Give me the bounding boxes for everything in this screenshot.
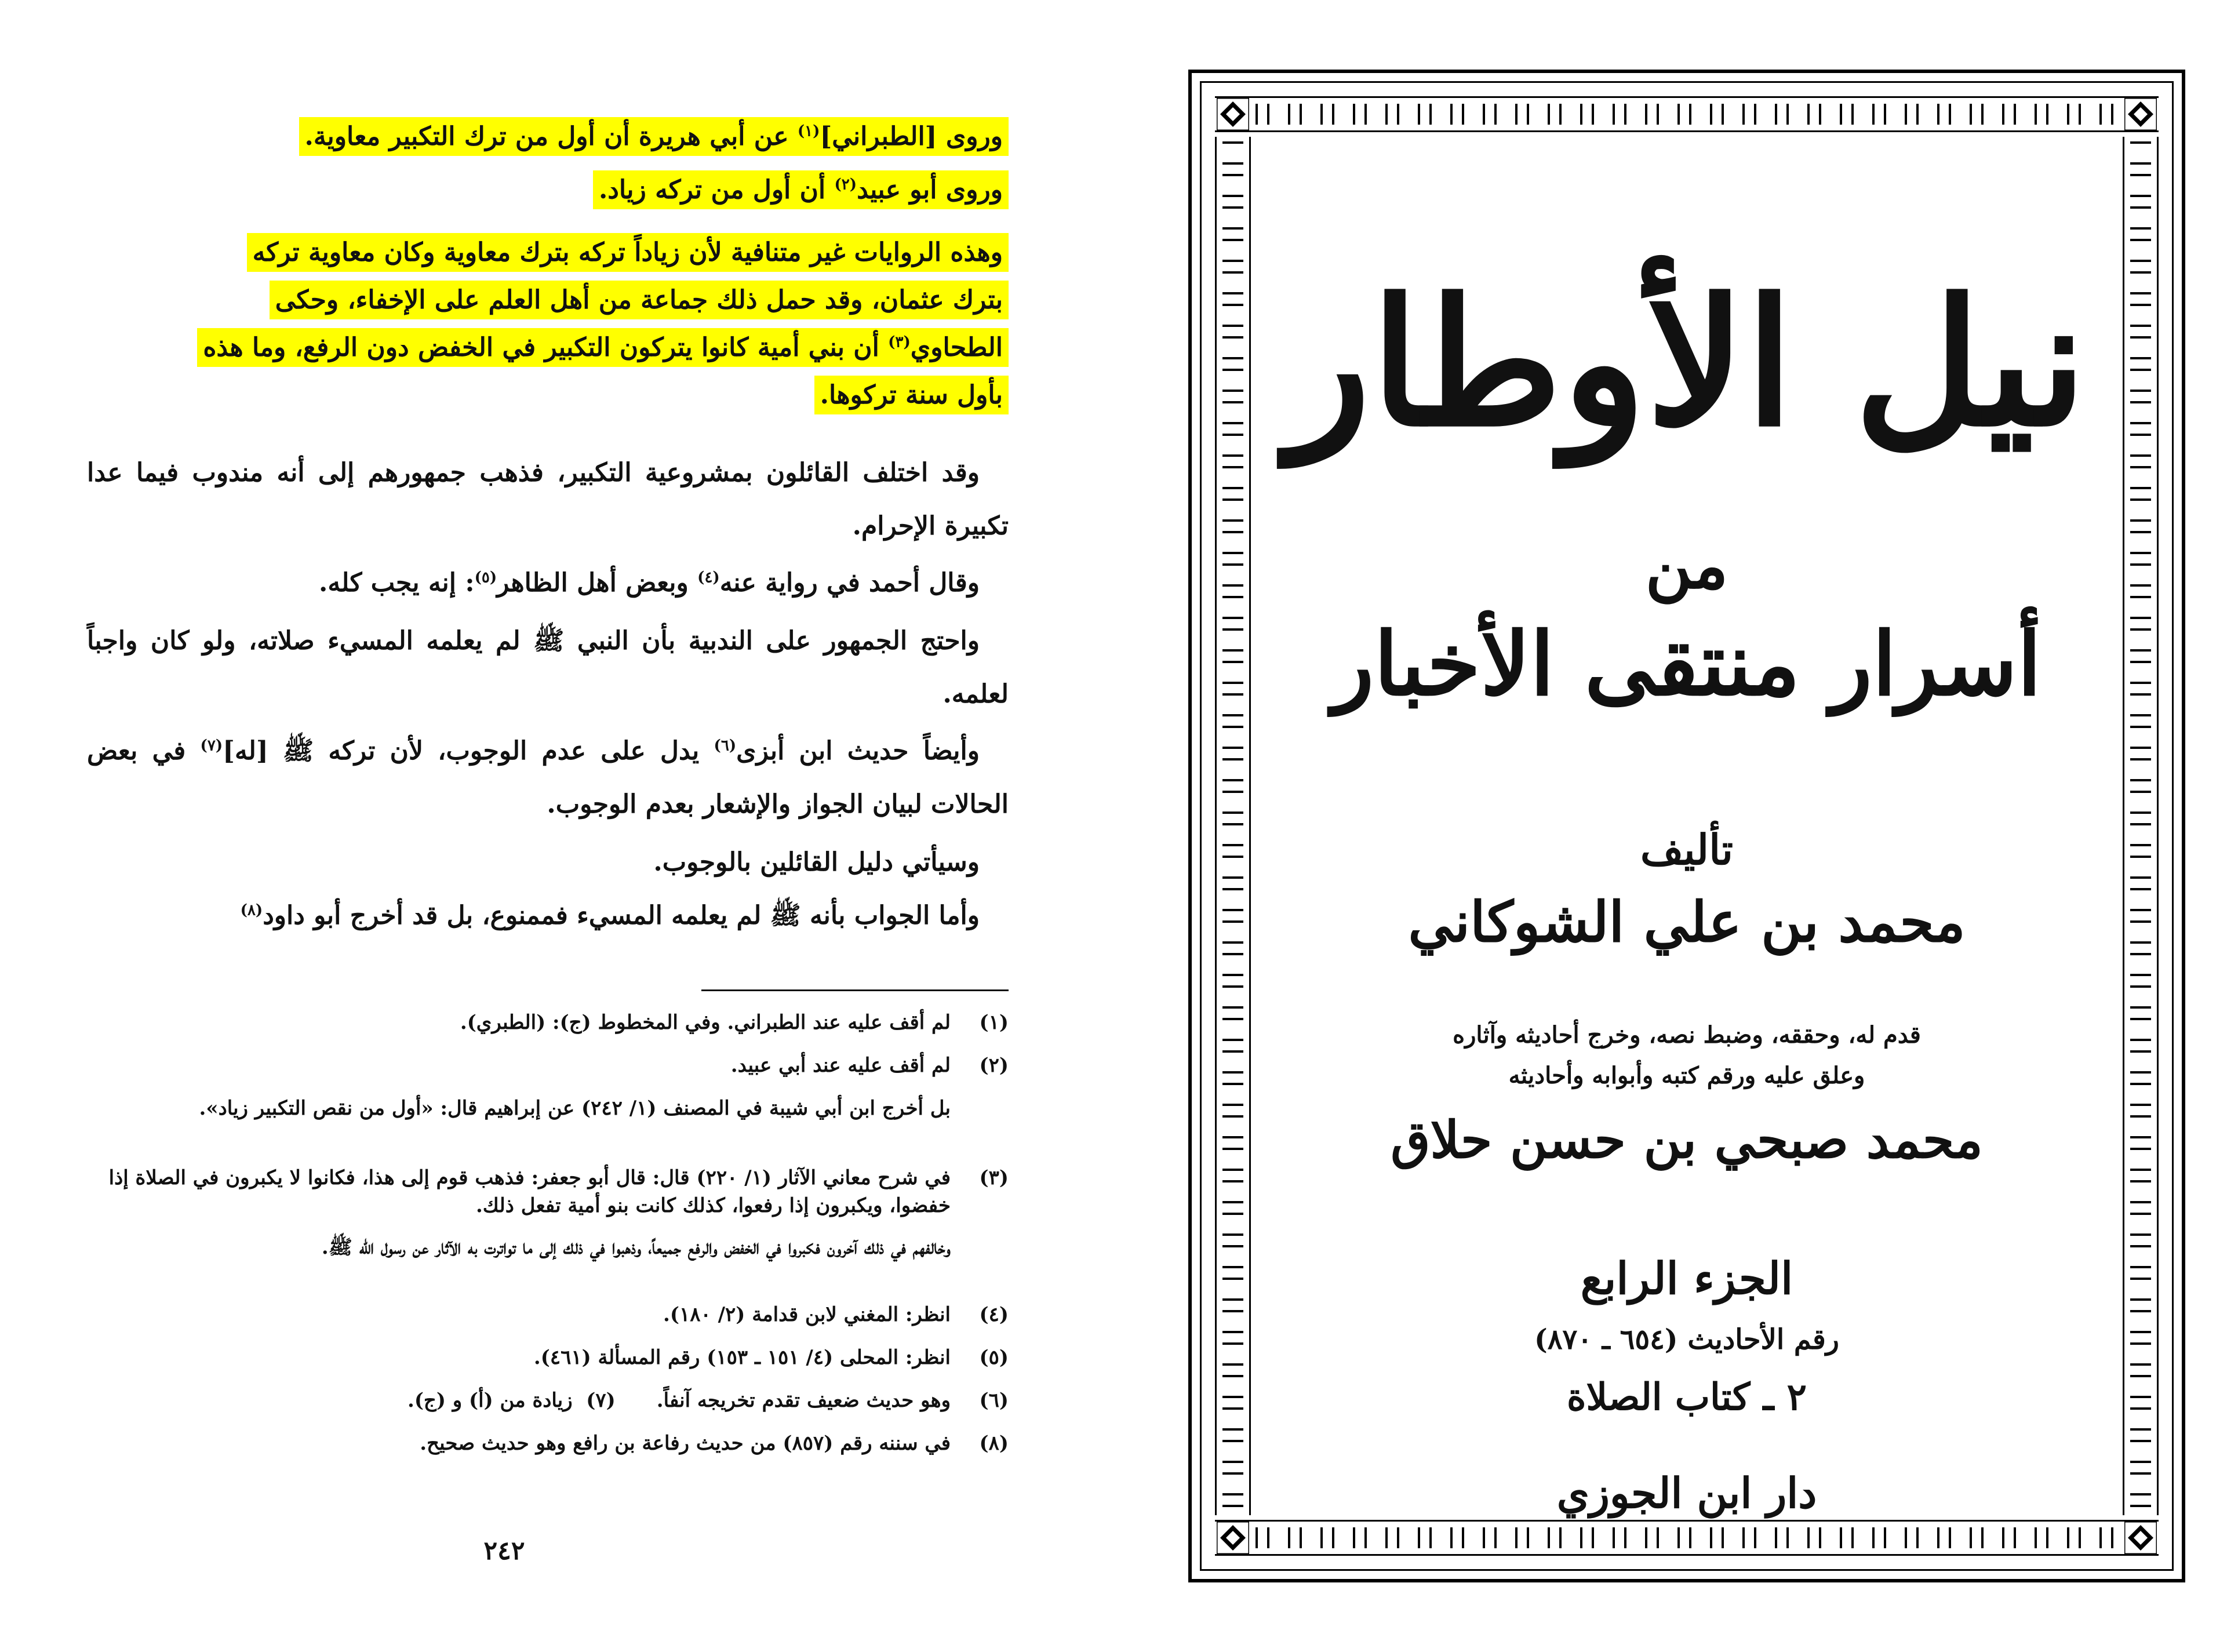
footnote-text: لم أقف عليه عند الطبراني. وفي المخطوط (ج): (الطبري). bbox=[460, 1011, 951, 1034]
footnote-item bbox=[87, 1009, 1009, 1036]
highlight-text: وروى أبو عبيد bbox=[857, 175, 1003, 205]
title-connector: من bbox=[1645, 528, 1728, 603]
corner-diamond-icon bbox=[2124, 98, 2157, 130]
footnote-number: (٣) bbox=[979, 1166, 1009, 1189]
footnote-number: (٥) bbox=[979, 1346, 1009, 1369]
footnote-ref[interactable]: (٢) bbox=[834, 176, 857, 194]
ornament-border-top bbox=[1215, 96, 2159, 132]
paragraph-6: وأما الجواب بأنه ﷺ لم يعلمه المسيء فممنوع، بل قد أخرج أبو داود$^{(٨)}$ bbox=[240, 901, 980, 930]
highlight-text: عن أبي هريرة أن أول من ترك التكبير معاوية. bbox=[304, 122, 798, 151]
book-section: ٢ ـ كتاب الصلاة bbox=[1567, 1376, 1807, 1419]
footnote-number: (٤) bbox=[979, 1303, 1009, 1326]
paragraph-1: وقد اختلف القائلون بمشروعية التكبير، فذهب جمهورهم إلى أنه مندوب فيما عدا تكبيرة الإحرام. bbox=[87, 458, 1009, 541]
paragraph-5: وسيأتي دليل القائلين بالوجوب. bbox=[653, 847, 980, 877]
footnote-item bbox=[87, 1164, 1009, 1220]
footnote-item bbox=[87, 1344, 1009, 1371]
footnote-text: وخالفهم في ذلك آخرون فكبروا في الخفض والرفع جميعاً، وذهبوا في ذلك إلى ما تواترت به الآثار عن رسول الله ﷺ. bbox=[321, 1236, 951, 1259]
highlight-text: وروى [الطبراني] bbox=[820, 122, 1003, 151]
paragraph-4: وأيضاً حديث ابن أبزى$^{(٦)}$ يدل على عدم الوجوب، لأن تركه ﷺ [له]$^{(٧)}$ في بعض الحالات لبيان الجواز والإشعار بعدم الوجوب. bbox=[87, 736, 1009, 819]
footnote-item bbox=[87, 1233, 1009, 1261]
footnote-text: في سننه رقم (٨٥٧) من حديث رفاعة بن رافع وهو حديث صحيح. bbox=[420, 1432, 951, 1455]
footnote-number: (١) bbox=[979, 1011, 1009, 1034]
footnote-ref[interactable]: (٥) bbox=[474, 569, 497, 587]
footnote-number bbox=[951, 1233, 1009, 1261]
footnote-text: انظر: المغني لابن قدامة (٢/ ١٨٠). bbox=[663, 1303, 951, 1326]
ornament-border-bottom bbox=[1215, 1520, 2159, 1556]
highlight-text: أن بني أمية كانوا يتركون التكبير في الخفض دون الرفع، وما هذه bbox=[203, 333, 889, 362]
highlight-line-1 bbox=[299, 119, 1009, 154]
footnote-divider bbox=[701, 989, 1009, 991]
corner-diamond-icon bbox=[2124, 1522, 2157, 1554]
cover-content bbox=[1273, 154, 2101, 1518]
text-page bbox=[87, 99, 1009, 1606]
footnote-number: (٨) bbox=[979, 1432, 1009, 1455]
footnote-ref[interactable]: (٤) bbox=[697, 569, 720, 587]
footnote-text: لم أقف عليه عند أبي عبيد. bbox=[730, 1054, 951, 1077]
paragraph-2: وقال أحمد في رواية عنه$^{(٤)}$ وبعض أهل الظاهر$^{(٥)}$: إنه يجب كله. bbox=[319, 568, 980, 598]
footnote-ref[interactable]: (٨) bbox=[240, 901, 263, 919]
author-name: محمد بن علي الشوكاني bbox=[1408, 889, 1966, 955]
footnote-item bbox=[87, 1051, 1009, 1079]
book-title: نيل الأوطار bbox=[1286, 260, 2087, 465]
footnote-text: بل أخرج ابن أبي شيبة في المصنف (١/ ٢٤٢) عن إبراهيم قال: «أول من نقص التكبير زياد». bbox=[199, 1097, 951, 1120]
footnote-text: في شرح معاني الآثار (١/ ٢٢٠) قال: قال أبو جعفر: فذهب قوم إلى هذا، فكانوا لا يكبرون في الصلاة إذا خفضوا، ويكبرون إذا رفعوا، كذلك كانت بنو أمية تفعل ذلك. bbox=[108, 1166, 951, 1217]
ornament-border-left bbox=[1215, 137, 1251, 1515]
footnote-item bbox=[87, 1301, 1009, 1329]
footnote-number: (٦) bbox=[979, 1389, 1009, 1412]
editor-note: وعلق عليه ورقم كتبه وأبوابه وأحاديثه bbox=[1508, 1062, 1865, 1089]
footnote-ref[interactable]: (١) bbox=[797, 122, 820, 140]
footnote-number: (٢) bbox=[979, 1054, 1009, 1077]
highlight-line-3: وهذه الروايات غير متنافية لأن زياداً تركه بترك معاوية وكان معاوية تركه bbox=[247, 235, 1009, 270]
book-cover bbox=[1188, 70, 2185, 1582]
highlight-line-5 bbox=[197, 330, 1009, 365]
footnote-text: وهو حديث ضعيف تقدم تخريجه آنفاً. (٧) زيادة من (أ) و (ج). bbox=[407, 1389, 951, 1412]
footnote-ref[interactable]: (٧) bbox=[200, 737, 223, 755]
highlight-line-2 bbox=[593, 173, 1009, 208]
footnote-text: انظر: المحلى (٤/ ١٥١ ـ ١٥٣) رقم المسألة (٤٦١). bbox=[533, 1346, 951, 1369]
highlight-text: أن أول من تركه زياد. bbox=[598, 175, 835, 205]
footnote-item bbox=[87, 1387, 1009, 1414]
author-label: تأليف bbox=[1640, 825, 1734, 874]
volume-label: الجزء الرابع bbox=[1580, 1253, 1793, 1304]
corner-diamond-icon bbox=[1217, 98, 1249, 130]
corner-diamond-icon bbox=[1217, 1522, 1249, 1554]
ornament-border-right bbox=[2123, 137, 2159, 1515]
footnote-item bbox=[87, 1094, 1009, 1122]
highlight-line-4: بترك عثمان، وقد حمل ذلك جماعة من أهل العلم على الإخفاء، وحكى bbox=[270, 283, 1009, 318]
footnote-ref[interactable]: (٦) bbox=[714, 737, 737, 755]
footnote-item bbox=[87, 1429, 1009, 1457]
book-subtitle: أسرار منتقى الأخبار bbox=[1332, 613, 2042, 715]
editor-note: قدم له، وحققه، وضبط نصه، وخرج أحاديثه وآثاره bbox=[1453, 1021, 1921, 1049]
paragraph-3: واحتج الجمهور على الندبية بأن النبي ﷺ لم يعلمه المسيء صلاته، ولو كان واجباً لعلمه. bbox=[87, 626, 1009, 709]
highlight-text: الطحاوي bbox=[910, 333, 1003, 362]
publisher: دار ابن الجوزي bbox=[1556, 1468, 1817, 1518]
hadith-range: رقم الأحاديث (٦٥٤ ـ ٨٧٠) bbox=[1534, 1323, 1839, 1356]
footnote-number bbox=[951, 1094, 1009, 1122]
editor-name: محمد صبحي بن حسن حلاق bbox=[1391, 1109, 1983, 1170]
highlight-line-6: بأول سنة تركوها. bbox=[814, 378, 1009, 413]
footnote-ref[interactable]: (٣) bbox=[888, 333, 911, 351]
page-number: ٢٤٢ bbox=[483, 1536, 525, 1566]
